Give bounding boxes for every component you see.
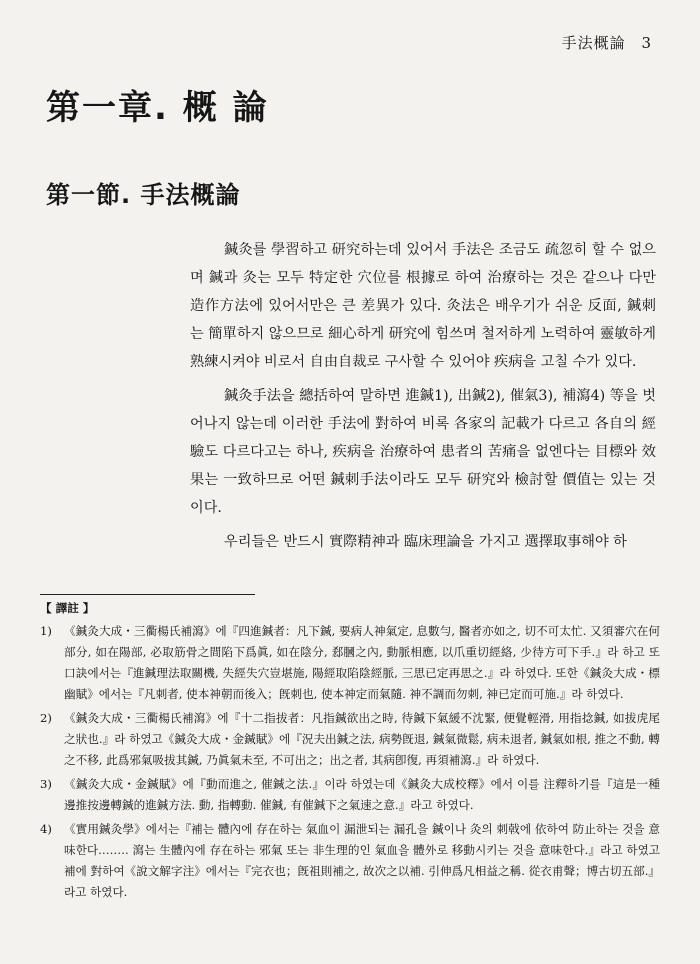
note-number: 2) <box>40 711 52 725</box>
note-number: 4) <box>40 822 52 836</box>
note-item <box>40 774 660 816</box>
chapter-title: 第一章. 概 論 <box>46 88 269 128</box>
translator-notes <box>40 598 660 906</box>
footnote-divider <box>40 594 255 595</box>
running-title: 手法概論 <box>561 34 626 52</box>
note-text: 《鍼灸大成・三衢楊氏補瀉》에『十二指拔者：凡指鍼欲出之時, 待鍼下氣緩不沈緊, 便覺輕滑, 用指捻鍼, 如拔虎尾之狀也.』라 하였고《鍼灸大成・金鍼賦》에『況夫出鍼之法, 病勢旣退, 鍼氣微鬆, 病未退者, 鍼氣如根, 推之不動, 轉之不移, 此爲邪氣吸拔其鍼, 乃眞氣未至, 不可出之；出之者, 其病卽復, 再須補瀉.』라 하였다. <box>64 711 660 767</box>
body-text <box>190 236 656 562</box>
page-number: 3 <box>641 34 652 52</box>
note-number: 3) <box>40 777 52 791</box>
running-header <box>562 32 652 53</box>
notes-heading: 【 譯註 】 <box>40 601 95 615</box>
note-text: 《鍼灸大成・金鍼賦》에『動而進之, 催鍼之法.』이라 하였는데《鍼灸大成校釋》에서 이를 注釋하기를『這是一種邊推按邊轉鍼的進鍼方法. 動, 指轉動. 催鍼, 有催鍼下之氣速之意.』라고 하였다. <box>64 777 660 812</box>
paragraph: 鍼灸를 學習하고 研究하는데 있어서 手法은 조금도 疏忽히 할 수 없으며 鍼과 灸는 모두 特定한 穴位를 根據로 하여 治療하는 것은 같으나 다만 造作方法에 있어서만은 큰 差異가 있다. 灸法은 배우기가 쉬운 反面, 鍼刺는 簡單하지 않으므로 細心하게 研究에 힘쓰며 철저하게 노력하여 靈敏하게 熟練시켜야 비로서 自由自裁로 구사할 수 있어야 疾病을 고칠 수가 있다. <box>190 242 656 370</box>
note-item <box>40 708 660 771</box>
note-item <box>40 819 660 903</box>
paragraph: 鍼灸手法을 總括하여 말하면 進鍼1), 出鍼2), 催氣3), 補瀉4) 等을 벗어나지 않는데 이러한 手法에 對하여 비록 各家의 記載가 다르고 各自의 經驗도 다르다고는 하나, 疾病을 治療하여 患者의 苦痛을 없엔다는 目標와 效果는 一致하므로 어떤 鍼刺手法이라도 모두 研究와 檢討할 價值는 있는 것이다. <box>190 388 656 516</box>
note-text: 《實用鍼灸學》에서는『補는 體內에 存在하는 氣血이 漏泄되는 漏孔을 鍼이나 灸의 刺戟에 依하여 防止하는 것을 意味한다.……. 瀉는 生體內에 存在하는 邪氣 또는 非生理的인 氣血을 體外로 移動시키는 것을 意味한다.』라고 하였고 補에 對하여《說文解字注》에서는『完衣也；旣祖則補之, 故次之以補. 引伸爲凡相益之稱. 從衣甫聲；博古切五部.』라고 하였다. <box>64 822 660 899</box>
note-text: 《鍼灸大成・三衢楊氏補瀉》에『四進鍼者：凡下鍼, 要病人神氣定, 息數勻, 醫者亦如之, 切不可太忙. 又須審穴在何部分, 如在陽部, 必取筋骨之間陷下爲眞, 如在陰分, 郄膕之內, 動脈相應, 以爪重切經絡, 少待方可下手.』라 하고 또 口訣에서는『進鍼理法取關機, 失經失穴豈堪施, 陽經取陷陰經脈, 三思已定再思之.』라 하였다. 또한《鍼灸大成・標幽賦》에서는『凡刺者, 使本神朝而後入；旣刺也, 使本神定而氣隨. 神不調而勿刺, 神已定而可施.』라 하였다. <box>64 624 660 701</box>
section-title: 第一節. 手法概論 <box>46 181 241 209</box>
paragraph: 우리들은 반드시 實際精神과 臨床理論을 가지고 選擇取事해야 하 <box>224 534 627 550</box>
note-item <box>40 621 660 705</box>
note-number: 1) <box>40 624 52 638</box>
